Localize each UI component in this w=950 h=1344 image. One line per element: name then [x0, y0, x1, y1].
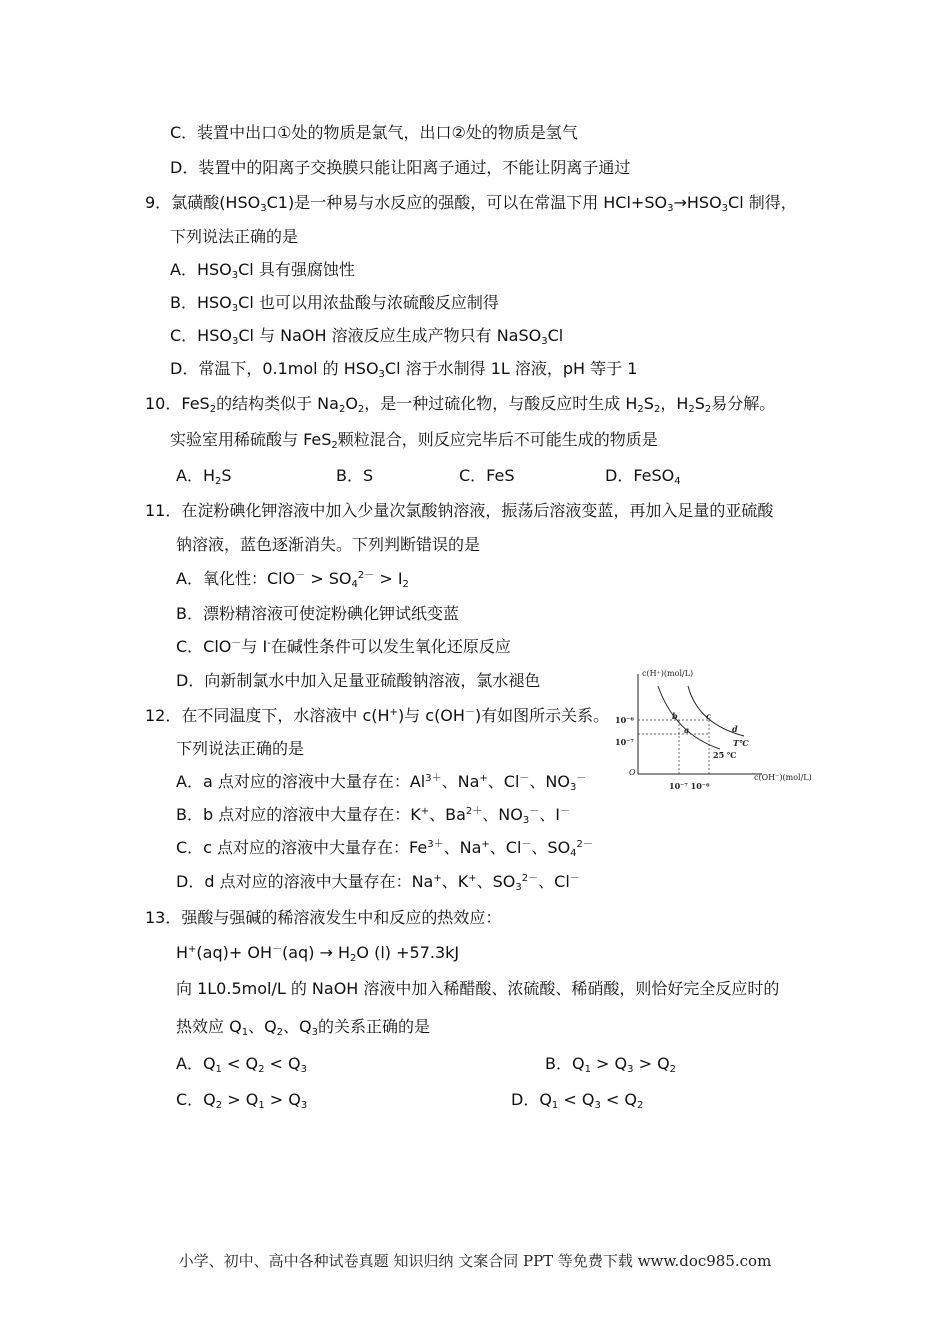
q12-option-a: A．a 点对应的溶液中大量存在：$Al^{3+}$、Na+、Cl－、$NO_3^-$ [176, 772, 587, 793]
q10-stem-line2: 实验室用稀硫酸与 FeS$_2$颗粒混合，则反应完毕后不可能生成的物质是 [170, 430, 658, 451]
q12-stem-line1: 12．在不同温度下，水溶液中 c(H+)与 c(OH－)有如图所示关系。 [145, 706, 610, 725]
curve-t-label: T℃ [733, 738, 749, 748]
q11-stem-line1: 11．在淀粉碘化钾溶液中加入少量次氯酸钠溶液，振荡后溶液变蓝，再加入足量的亚硫酸 [145, 501, 774, 520]
q11-stem-line2: 钠溶液，蓝色逐渐消失。下列判断错误的是 [176, 535, 481, 554]
q11-option-b: B．漂粉精溶液可使淀粉碘化钾试纸变蓝 [176, 604, 459, 623]
q11-option-c: C．ClO－与 I-在碱性条件可以发生氧化还原反应 [176, 637, 511, 656]
q9-option-c: C．$HSO_3Cl$ 与 NaOH 溶液反应生成产物只有 NaSO$_3$Cl [170, 326, 564, 347]
q13-stem-line1: 13．强酸与强碱的稀溶液发生中和反应的热效应： [145, 908, 502, 927]
q13-option-d: D．$Q_1 < Q_3 < Q_2$ [511, 1090, 644, 1111]
point-a-label: a [684, 725, 690, 735]
q9-option-d: D．常温下，0.1mol 的 $HSO_3Cl$ 溶于水制得 1L 溶液，pH 等于 1 [170, 359, 638, 380]
x-axis-label: c(OH⁻)(mol/L) [754, 773, 812, 782]
x-ticks: 10⁻⁷ 10⁻⁶ [669, 781, 710, 791]
q9-option-a: A．$HSO_3Cl$ 具有强腐蚀性 [170, 260, 355, 281]
curve-25-label: 25 ℃ [713, 750, 737, 760]
water-ionization-graph [612, 664, 837, 794]
q13-stem-line4: 热效应 $Q_1$、$Q_2$、$Q_3$的关系正确的是 [176, 1017, 431, 1038]
q13-option-b: B．$Q_1 > Q_3 > Q_2$ [545, 1054, 677, 1075]
page-footer: 小学、初中、高中各种试卷真题 知识归纳 文案合同 PPT 等免费下载 www.doc985.com [178, 1252, 772, 1270]
q10-stem-line1: 10．FeS$_2$的结构类似于 $Na_2O_2$，是一种过硫化物，与酸反应时生成 $H_2S_2$，$H_2S_2$易分解。 [145, 394, 776, 415]
q10-option-b: B．S [336, 466, 374, 485]
q13-equation: $H^+(aq)+ OH^-(aq) \to H_2O$ (l) +57.3kJ [176, 943, 460, 964]
q13-option-c: C．$Q_2 > Q_1 > Q_3$ [176, 1090, 308, 1111]
origin-label: O [629, 768, 636, 777]
q12-option-c: C．c 点对应的溶液中大量存在：$Fe^{3+}$、Na+、Cl－、$SO_4^{2-}$ [176, 838, 593, 859]
q9-option-b: B．$HSO_3Cl$ 也可以用浓盐酸与浓硫酸反应制得 [170, 293, 499, 314]
q8-option-c: C．装置中出口①处的物质是氯气，出口②处的物质是氢气 [170, 123, 578, 142]
point-c-label: c [706, 711, 711, 721]
q9-stem-line2: 下列说法正确的是 [170, 227, 299, 246]
y-tick-1e-7: 10⁻⁷ [615, 737, 634, 747]
point-b-label: b [672, 711, 678, 721]
q12-stem-line2: 下列说法正确的是 [176, 739, 305, 758]
q13-stem-line3: 向 1L0.5mol/L 的 NaOH 溶液中加入稀醋酸、浓硫酸、稀硝酸，则恰好完全反应时的 [176, 979, 780, 998]
q10-option-a: A．$H_2S$ [176, 466, 232, 487]
q11-option-a: A．氧化性：$ClO^- > SO_4^{2-} > I_2$ [176, 569, 409, 590]
y-tick-1e-6: 10⁻⁶ [615, 715, 634, 725]
q9-stem-line1: 9．氯磺酸$(HSO_3C1)$是一种易与水反应的强酸，可以在常温下用 $HCl+SO_3\to HSO_3Cl$ 制得， [145, 193, 797, 214]
q12-option-d: D．d 点对应的溶液中大量存在：Na+、K+、$SO_3^{2-}$、Cl－ [176, 872, 580, 893]
q12-option-b: B．b 点对应的溶液中大量存在：K+、$Ba^{2+}$、$NO_3^-$、I－ [176, 805, 570, 826]
q13-option-a: A．$Q_1 < Q_2 < Q_3$ [176, 1054, 308, 1075]
q10-option-d: D．FeSO$_4$ [605, 466, 681, 487]
point-d-label: d [732, 724, 738, 734]
q10-option-c: C．FeS [459, 466, 515, 485]
y-axis-label: c(H⁺)(mol/L) [642, 669, 694, 678]
q11-option-d: D．向新制氯水中加入足量亚硫酸钠溶液，氯水褪色 [176, 671, 541, 690]
q8-option-d: D．装置中的阳离子交换膜只能让阳离子通过，不能让阴离子通过 [170, 158, 631, 177]
